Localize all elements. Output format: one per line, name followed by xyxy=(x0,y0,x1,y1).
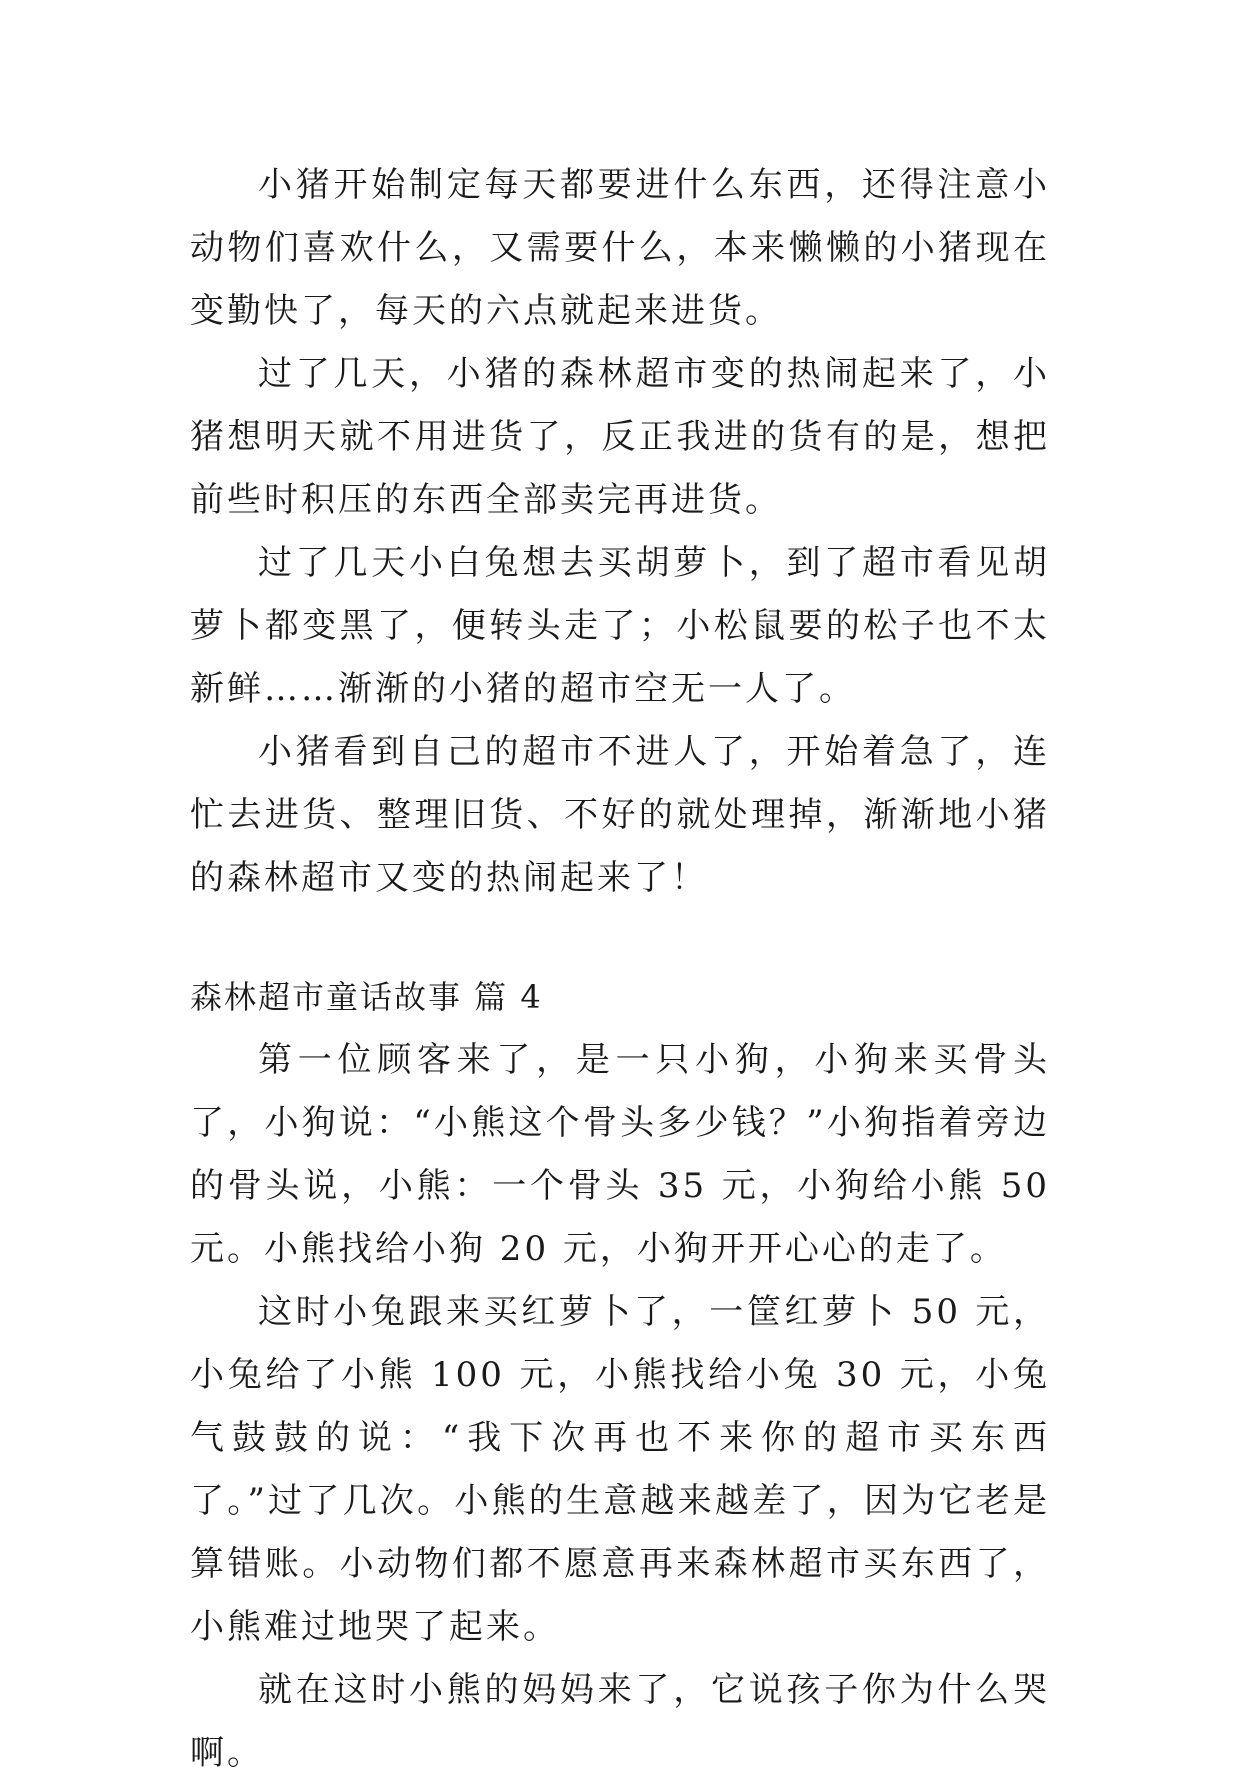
document-body xyxy=(190,154,1050,1785)
story-paragraph: 小猪看到自己的超市不进人了，开始着急了，连忙去进货、整理旧货、不好的就处理掉，渐渐地小猪的森林超市又变的热闹起来了！ xyxy=(190,732,1050,898)
section-title: 森林超市童话故事 篇 4 xyxy=(190,978,543,1016)
story-paragraph: 小猪开始制定每天都要进什么东西，还得注意小动物们喜欢什么，又需要什么，本来懒懒的小猪现在变勤快了，每天的六点就起来进货。 xyxy=(190,165,1050,331)
story-paragraph: 第一位顾客来了，是一只小狗，小狗来买骨头了，小狗说：“小熊这个骨头多少钱？”小狗指着旁边的骨头说，小熊：一个骨头 35 元，小狗给小熊 50 元。小熊找给小狗 20 元，小狗开开心心的走了。 xyxy=(190,1040,1050,1269)
story-paragraph: 过了几天，小猪的森林超市变的热闹起来了，小猪想明天就不用进货了，反正我进的货有的是，想把前些时积压的东西全部卖完再进货。 xyxy=(190,354,1050,520)
story-paragraph: 这时小兔跟来买红萝卜了，一筐红萝卜 50 元，小兔给了小熊 100 元，小熊找给小兔 30 元，小兔气鼓鼓的说：“我下次再也不来你的超市买东西了。”过了几次。小熊的生意越来越差了，因为它老是算错账。小动物们都不愿意再来森林超市买东西了，小熊难过地哭了起来。 xyxy=(190,1292,1050,1647)
story-paragraph: 过了几天小白兔想去买胡萝卜，到了超市看见胡萝卜都变黑了，便转头走了；小松鼠要的松子也不太新鲜……渐渐的小猪的超市空无一人了。 xyxy=(190,543,1050,709)
story-paragraph: 就在这时小熊的妈妈来了，它说孩子你为什么哭啊。 xyxy=(190,1670,1050,1773)
